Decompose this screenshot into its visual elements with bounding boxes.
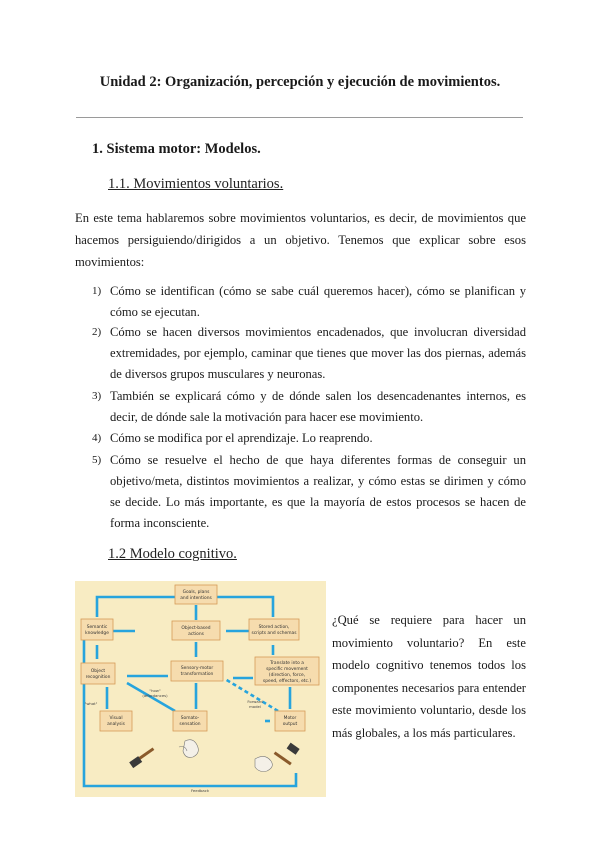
- somato-line2: sensation: [179, 722, 201, 727]
- translate-line2: specific movement: [266, 667, 308, 672]
- diagram-box-sensory-motor: [171, 661, 223, 681]
- goals-line2: and intentions: [180, 596, 212, 601]
- what-label: "what": [84, 701, 98, 706]
- translate-line1: Translate into a: [270, 661, 304, 666]
- subsection-heading-cognitivo: 1.2 Modelo cognitivo.: [108, 546, 237, 562]
- diagram-box-semantic: [81, 619, 113, 640]
- diagram-box-goals: [175, 585, 217, 604]
- feedback-label: Feedback: [190, 788, 210, 793]
- list-item: [92, 428, 526, 449]
- object-recog-line2: recognition: [85, 675, 111, 680]
- model-label: model: [249, 704, 261, 709]
- list-number: 3): [92, 390, 102, 402]
- affordances-label: (affordances): [142, 693, 168, 698]
- list-text: Cómo se resuelve el hecho de que haya diferentes formas de conseguir un objetivo/meta, distintos movimientos a realizar, y cómo estas se dirimen y cómo se decide. Lo más importante, es que la mayoría de estos procesos se hacen de forma inconsciente.: [110, 453, 526, 530]
- visual-line1: Visual: [109, 716, 123, 721]
- diagram-box-object-based: [172, 621, 220, 640]
- motor-line1: Motor: [283, 716, 297, 721]
- subsection-heading-voluntarios: 1.1. Movimientos voluntarios.: [108, 176, 284, 192]
- object-based-line1: Object-based: [181, 626, 211, 631]
- hand-icon: [179, 740, 198, 758]
- forward-label: Forward: [247, 699, 263, 704]
- list-number: 1): [92, 285, 102, 297]
- semantic-line1: Semantic: [86, 625, 108, 630]
- hand-icon: [255, 756, 272, 771]
- cognitive-model-diagram: [75, 581, 326, 797]
- list-text: Cómo se hacen diversos movimientos encadenados, que involucran diversidad extremidades, por ejemplo, caminar que tienes que mover las dos piernas, además de diversos grupos musculares y neuronas.: [110, 325, 526, 381]
- diagram-box-somato: [173, 711, 207, 731]
- list-item: [92, 386, 526, 428]
- list-item: [92, 281, 526, 323]
- section-heading: 1. Sistema motor: Modelos.: [92, 141, 261, 157]
- side-paragraph: ¿Qué se requiere para hacer un movimiento voluntario? En este modelo cognitivo tenemos todos los componentes necesarios para entender este movimiento voluntario, desde los más globales, a los más particulares.: [332, 613, 526, 740]
- translate-line4: speed, effectors, etc.): [262, 679, 312, 684]
- translate-line3: (direction, force,: [268, 673, 306, 678]
- cognitive-model-figure: [75, 581, 326, 797]
- object-recog-line1: Object: [90, 669, 106, 674]
- stored-line2: scripts and schemas: [251, 631, 297, 636]
- diagram-box-visual: [100, 711, 132, 731]
- list-item: [92, 322, 526, 385]
- hammer-icon: [274, 743, 300, 766]
- list-text: Cómo se modifica por el aprendizaje. Lo reaprendo.: [110, 431, 373, 445]
- sensory-motor-line2: transformation: [180, 672, 214, 677]
- diagram-box-object-recognition: [81, 663, 115, 684]
- list-item: [92, 450, 526, 534]
- list-text: También se explicará cómo y de dónde salen los desencadenantes internos, es decir, de dónde sale la motivación para hacer ese movimiento.: [110, 389, 526, 424]
- page-title: Unidad 2: Organización, percepción y ejecución de movimientos.: [99, 74, 501, 90]
- diagram-box-stored: [249, 619, 299, 640]
- visual-line2: analysis: [107, 722, 125, 727]
- list-number: 2): [92, 326, 102, 338]
- list-number: 5): [92, 454, 102, 466]
- semantic-line2: knowledge: [85, 631, 109, 636]
- diagram-box-translate: [255, 657, 319, 685]
- list-number: 4): [92, 432, 102, 444]
- object-based-line2: actions: [188, 632, 204, 637]
- goals-line1: Goals, plans: [182, 590, 210, 595]
- title-divider: [76, 117, 523, 118]
- intro-paragraph: [75, 207, 526, 273]
- diagram-box-motor: [275, 711, 305, 731]
- how-label: "how": [149, 688, 161, 693]
- hammer-icon: [129, 747, 154, 768]
- intro-text: En este tema hablaremos sobre movimientos voluntarios, es decir, de movimientos que hacemos persiguiendo/dirigidos a un objetivo. Tenemos que explicar sobre esos movimientos:: [75, 211, 526, 269]
- stored-line1: Stored action,: [258, 625, 290, 630]
- motor-line2: output: [282, 722, 298, 727]
- list-text: Cómo se identifican (cómo se sabe cuál queremos hacer), cómo se planifican y cómo se ejecutan.: [110, 284, 526, 319]
- somato-line1: Somato-: [180, 716, 200, 721]
- sensory-motor-line1: Sensory-motor: [180, 666, 214, 671]
